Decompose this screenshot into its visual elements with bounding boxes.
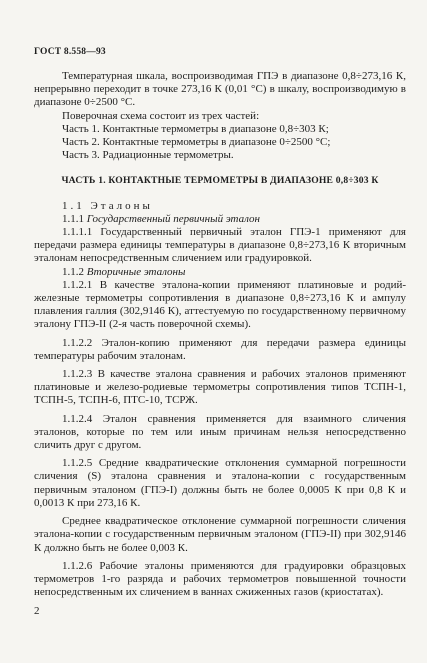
paragraph-1-1-2-4: 1.1.2.4 Эталон сравнения применяется для взаимного сличения эталонов, которые по тем или иным причинам нельзя непосредственно сличить друг с другом. — [34, 412, 406, 452]
heading-title: Государственный первичный эталон — [86, 212, 260, 225]
heading-title: Вторичные эталоны — [86, 265, 186, 278]
heading-number: 1.1.2 — [62, 265, 84, 278]
paragraph-1-1-2-5: 1.1.2.5 Средние квадратические отклонения суммарной погрешности сличения (S) эталона сравнения и эталона-копии с государственным первичным эталоном (ГПЭ-I) должны быть не более 0,0005 К при 0,8 К и 0,0013 К при 273,16 К. — [34, 457, 406, 509]
section-title: ЧАСТЬ 1. КОНТАКТНЫЕ ТЕРМОМЕТРЫ В ДИАПАЗОНЕ 0,8÷303 К — [61, 175, 379, 187]
paragraph-1-1-2-6: 1.1.2.6 Рабочие эталоны применяются для градуировки образцовых термометров 1-го разряда и рабочих термометров повышенной точности непосредственным их сличением в ваннах сжиженных газов (криостатах). — [34, 559, 406, 599]
page-number: 2 — [34, 605, 40, 617]
heading-number: 1.1.1 — [62, 212, 84, 225]
page-body — [34, 70, 406, 599]
paragraph-average-deviation: Среднее квадратическое отклонение суммарной погрешности сличения эталона-копии с государственным первичным эталоном (ГПЭ-II) при 302,9146 К должно быть не более 0,003 К. — [34, 515, 406, 554]
part-3-item: Часть 3. Радиационные термометры. — [62, 149, 234, 162]
intro-paragraph: Температурная шкала, воспроизводимая ГПЭ в диапазоне 0,8÷273,16 К, непрерывно переходит в точке 273,16 К (0,01 °С) в шкалу, воспроизводимую в диапазоне 0÷2500 °С. — [34, 70, 406, 109]
paragraph-1-1-2-1: 1.1.2.1 В качестве эталона-копии применяют платиновые и родий-железные термометры сопротивления в диапазоне 0,8÷273,16 К и ампулу плавления галлия (302,9146 К), аттестуемую по государственному первичному эталону ГПЭ-II (2-я часть поверочной схемы). — [34, 278, 406, 331]
heading-1-1-2 — [62, 266, 406, 279]
heading-1-1-1 — [62, 213, 406, 226]
paragraph-1-1-1-1: 1.1.1.1 Государственный первичный эталон ГПЭ-1 применяют для передачи размера единицы температуры в диапазоне 0,8÷273,16 К вторичным эталонам непосредственным сличением или градуировкой. — [34, 226, 406, 265]
part-1-item: Часть 1. Контактные термометры в диапазоне 0,8÷303 К; — [62, 122, 329, 135]
paragraph-1-1-2-3: 1.1.2.3 В качестве эталона сравнения и рабочих эталонов применяют платиновые и железо-родиевые термометры сопротивления типов ТСПН-1, ТСПН-5, ТСПН-6, ПТС-10, ТСРЖ. — [34, 368, 406, 407]
heading-1-1: 1.1 Эталоны — [62, 199, 153, 212]
document-header: ГОСТ 8.558—93 — [34, 47, 106, 57]
part-2-item: Часть 2. Контактные термометры в диапазоне 0÷2500 °С; — [62, 136, 331, 149]
scheme-intro: Поверочная схема состоит из трех частей: — [62, 109, 260, 122]
paragraph-1-1-2-2: 1.1.2.2 Эталон-копию применяют для передачи размера единицы температуры рабочим эталонам. — [34, 336, 406, 362]
